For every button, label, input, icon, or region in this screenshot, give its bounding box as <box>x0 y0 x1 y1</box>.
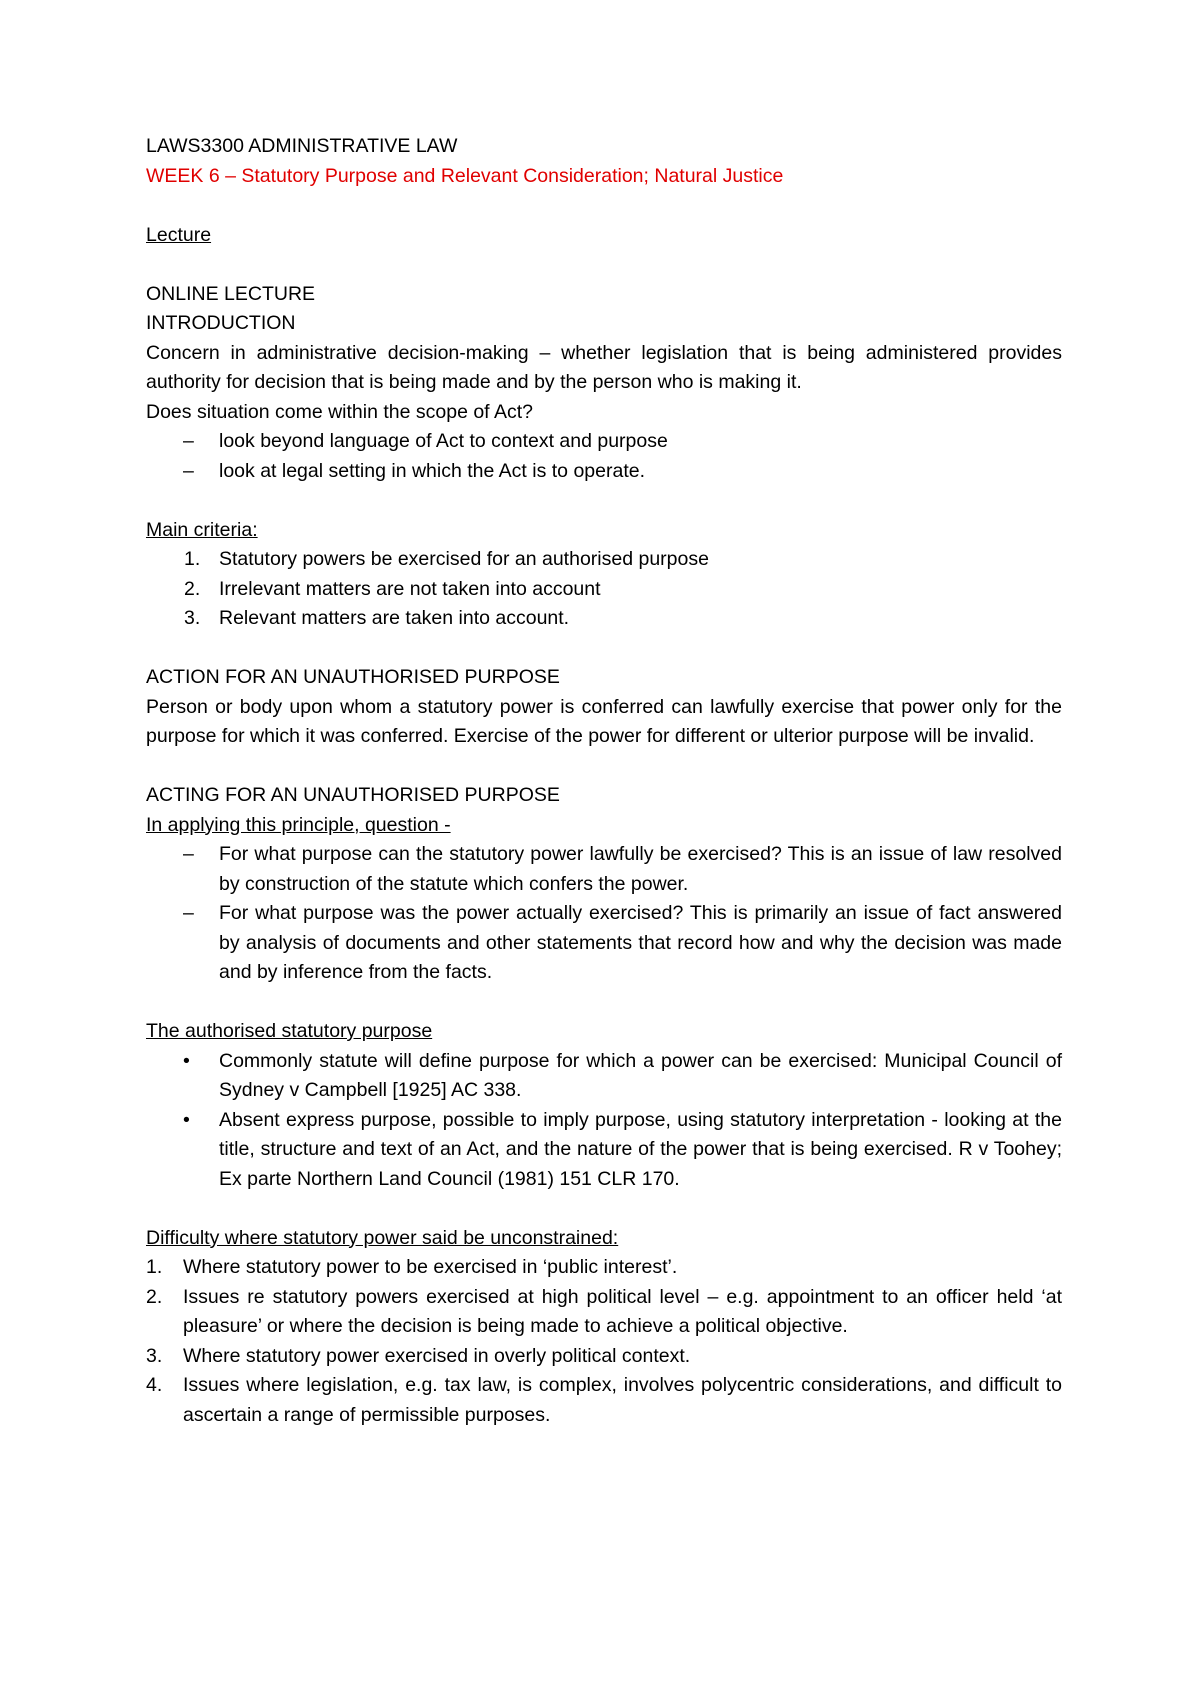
difficulty-list <box>146 1253 1062 1430</box>
list-item: 3. Relevant matters are taken into account. <box>146 604 1062 634</box>
list-item: – look at legal setting in which the Act is to operate. <box>146 457 1062 487</box>
dash-marker: – <box>183 459 194 482</box>
list-item: – For what purpose was the power actually exercised? This is primarily an issue of fact answered by analysis of documents and other statements that record how and why the decision was made and by inference from the facts. <box>146 899 1062 988</box>
list-item: 3. Where statutory power exercised in overly political context. <box>146 1342 1062 1372</box>
list-item: – look beyond language of Act to context and purpose <box>146 427 1062 457</box>
authorised-purpose-points <box>146 1047 1062 1195</box>
list-item: – For what purpose can the statutory power lawfully be exercised? This is an issue of law resolved by construction of the statute which confers the power. <box>146 840 1062 899</box>
authorised-purpose-heading: The authorised statutory purpose <box>146 1020 433 1042</box>
number-marker: 1. <box>146 1256 163 1278</box>
list-item: 1. Where statutory power to be exercised in ‘public interest’. <box>146 1253 1062 1283</box>
lecture-heading: Lecture <box>146 223 212 246</box>
number-marker: 1. <box>184 548 201 570</box>
action-unauthorised-paragraph: Person or body upon whom a statutory power is conferred can lawfully exercise that power only for the purpose for which it was conferred. Exercise of the power for different or ulterior purpose will be invalid. <box>146 695 1062 747</box>
dash-marker: – <box>183 430 194 452</box>
action-unauthorised-heading: ACTION FOR AN UNAUTHORISED PURPOSE <box>146 666 560 688</box>
acting-unauthorised-points <box>146 840 1062 988</box>
main-criteria-list <box>146 545 1062 634</box>
acting-unauthorised-heading: ACTING FOR AN UNAUTHORISED PURPOSE <box>146 784 560 806</box>
list-item: 1. Statutory powers be exercised for an authorised purpose <box>146 545 1062 575</box>
list-item: 2. Issues re statutory powers exercised at high political level – e.g. appointment to an officer held ‘at pleasure’ or where the decision is being made to achieve a political objective. <box>146 1283 1062 1342</box>
list-item: • Commonly statute will define purpose for which a power can be exercised: Municipal Council of Sydney v Campbell [1925] AC 338. <box>146 1047 1062 1106</box>
introduction-heading: INTRODUCTION <box>146 312 296 334</box>
week-title: WEEK 6 – Statutory Purpose and Relevant Consideration; Natural Justice <box>146 164 784 187</box>
number-marker: 2. <box>146 1285 163 1308</box>
acting-unauthorised-subheading: In applying this principle, question - <box>146 813 451 836</box>
difficulty-heading: Difficulty where statutory power said be unconstrained: <box>146 1226 619 1249</box>
main-criteria-heading: Main criteria: <box>146 518 258 541</box>
introduction-points <box>146 427 1062 486</box>
number-marker: 4. <box>146 1374 163 1396</box>
dash-marker: – <box>183 843 194 865</box>
course-title: LAWS3300 ADMINISTRATIVE LAW <box>146 135 458 157</box>
introduction-question: Does situation come within the scope of Act? <box>146 400 533 423</box>
bullet-marker: • <box>183 1108 190 1131</box>
list-item: 4. Issues where legislation, e.g. tax law, is complex, involves polycentric considerations, and difficult to ascertain a range of permissible purposes. <box>146 1371 1062 1430</box>
number-marker: 2. <box>184 577 201 600</box>
list-item: • Absent express purpose, possible to imply purpose, using statutory interpretation - looking at the title, structure and text of an Act, and the nature of the power that is being exercised. R v Toohey; Ex parte Northern Land Council (1981) 151 CLR 170. <box>146 1106 1062 1195</box>
document-page <box>146 132 1062 1430</box>
number-marker: 3. <box>184 607 201 629</box>
online-lecture-heading: ONLINE LECTURE <box>146 282 316 305</box>
number-marker: 3. <box>146 1344 163 1367</box>
bullet-marker: • <box>183 1049 190 1072</box>
list-item: 2. Irrelevant matters are not taken into account <box>146 575 1062 605</box>
introduction-paragraph: Concern in administrative decision-making – whether legislation that is being administered provides authority for decision that is being made and by the person who is making it. <box>146 341 1062 393</box>
dash-marker: – <box>183 902 194 924</box>
